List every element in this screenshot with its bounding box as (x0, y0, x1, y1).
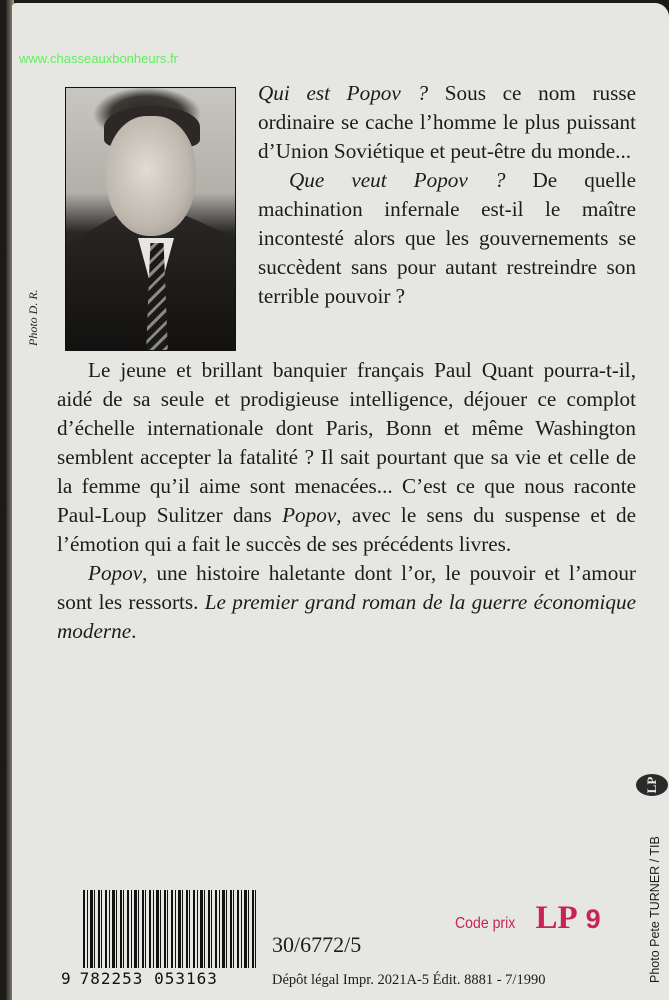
cover-photo-credit: Photo Pete TURNER / TIB (648, 836, 662, 983)
author-photo (65, 87, 236, 351)
book-title-mention: Popov (282, 503, 337, 527)
blurb-text-2: De quelle machination infernale est-il le maître incontesté alors que les gouvernements se succèdent sans pour autant restreindre son terrible pouvoir ? (258, 168, 636, 308)
photo-credit: Photo D. R. (26, 289, 40, 346)
blurb-tagline: Le premier grand roman de la guerre économique moderne (57, 590, 636, 643)
legal-deposit: Dépôt légal Impr. 2021A-5 Édit. 8881 - 7/1990 (272, 972, 546, 988)
barcode-lead-digit: 9 (61, 969, 72, 988)
barcode-digits (61, 969, 218, 988)
blurb-text-4: , une histoire haletante dont l’or, le pouvoir et l’amour sont les ressorts. (57, 561, 636, 614)
reference-number: 30/6772/5 (272, 932, 362, 957)
price-code (455, 900, 601, 937)
blurb-question-1: Qui est Popov ? (258, 81, 429, 105)
blurb-full-column (57, 356, 636, 646)
blurb-text-3a: Le jeune et brillant banquier français Paul Quant pourra-t-il, aidé de sa seule et prodigieuse intelligence, déjouer ce complot d’échelle internationale dont Paris, Bonn et même Washington semblent accepter la fatalité ? Il sait pourtant que sa vie et celle de la femme qu’il aime sont menacées... C’est ce que nous raconte Paul-Loup Sulitzer dans (57, 358, 636, 527)
price-code-series: LP (535, 900, 578, 936)
price-code-number: 9 (585, 904, 601, 934)
isbn-barcode (61, 890, 259, 988)
blurb-text-1: Sous ce nom russe ordinaire se cache l’homme le plus puissant d’Union Soviétique et peut-être du monde... (258, 81, 636, 163)
blurb-end: . (131, 619, 137, 643)
watermark-url: www.chasseauxbonheurs.fr (19, 51, 178, 66)
blurb-paragraph-3 (57, 356, 636, 559)
blurb-question-2: Que veut Popov ? (289, 168, 506, 192)
photo-face (106, 116, 196, 236)
publisher-logo-icon: LP (636, 774, 668, 796)
blurb-text-3b: , avec le sens du suspense et de l’émotion qui a fait le succès de ses précédents livres. (57, 503, 637, 556)
barcode-bars (83, 890, 259, 968)
blurb-right-column (258, 79, 636, 311)
blurb-paragraph-2 (258, 166, 636, 311)
book-title-mention-2: Popov (88, 561, 143, 585)
blurb-paragraph-1 (258, 79, 636, 166)
price-code-label: Code prix (455, 915, 516, 932)
barcode-number: 782253 053163 (79, 969, 218, 988)
blurb-paragraph-4 (57, 559, 636, 646)
